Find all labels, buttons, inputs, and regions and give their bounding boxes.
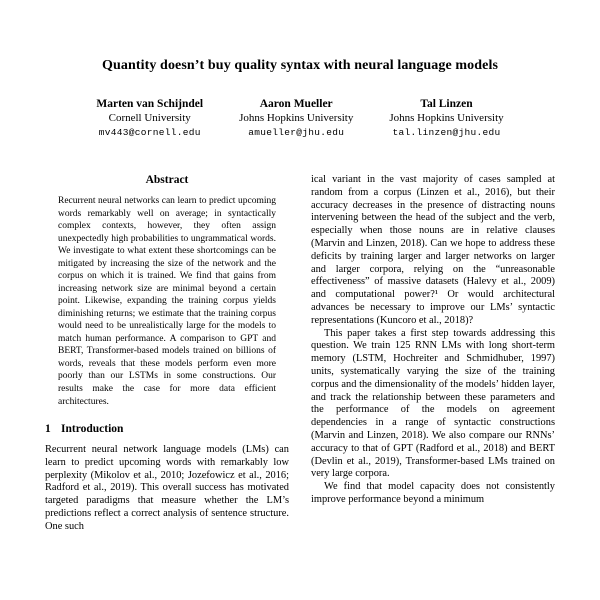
author-email: amueller@jhu.edu (248, 127, 345, 138)
section-title: Introduction (61, 423, 124, 436)
abstract-heading: Abstract (145, 174, 189, 186)
intro-paragraph: Recurrent neural network language models (LMs) can learn to predict upcoming words with remarkably low perplexity (Mikolov et al., 2010; Jozefowicz et al., 2016; Radford et al., 2019). This overall success has motivated targeted paradigms that measure whether the LM’s predictions reflect a correct analysis of sentence structure. One such (45, 444, 289, 532)
author-block (96, 98, 203, 138)
author-name: Marten van Schijndel (96, 98, 204, 110)
body-paragraph: We find that model capacity does not consistently improve performance beyond a minimum (311, 481, 555, 505)
author-email: tal.linzen@jhu.edu (392, 127, 501, 138)
body-paragraph: This paper takes a first step towards addressing this question. We train 125 RNN LMs with long short-term memory (LSTM, Hochreiter and Schmidhuber, 1997) units, systematically varying the size of the training corpus and the dimensionality of the models’ hidden layer, and track the relationship between these parameters and the performance of the models on agreement dependencies in a range of syntactic constructions (Marvin and Linzen, 2018). We also compare our RNNs’ accuracy to that of GPT (Radford et al., 2018) and BERT (Devlin et al., 2019), Transformer-based LMs trained on very large corpora. (311, 327, 555, 480)
section-number: 1 (45, 423, 51, 436)
author-affiliation: Johns Hopkins University (389, 112, 504, 124)
column-left (45, 174, 289, 534)
author-affiliation: Johns Hopkins University (239, 112, 354, 124)
author-block (239, 98, 353, 138)
body-paragraph: ical variant in the vast majority of cases sampled at random from a corpus (Linzen et al., 2016), but their accuracy decreases in the presence of distracting nouns intervening between the head of the subject and the verb, especially when those nouns are in relative clauses (Marvin and Linzen, 2018). Can we hope to address these deficits by training larger and larger networks on larger and larger corpora, relying on the “unreasonable effectiveness” of massive datasets (Halevy et al., 2009) and computational power?¹ Or would architectural advances be necessary to improve our LMs’ syntactic representations (Kuncoro et al., 2018)? (311, 174, 555, 326)
column-right (311, 174, 555, 534)
abstract-text: Recurrent neural networks can learn to predict upcoming words remarkably well on average; in syntactically complex contexts, however, they often assign unexpectedly high probabilities to ungrammatical words. We investigate to what extent these shortcomings can be mitigated by increasing the size of the network and the corpus on which it is trained. We find that gains from increasing network size are minimal beyond a certain point. Likewise, expanding the training corpus yields diminishing returns; we estimate that the training corpus would need to be unrealistically large for the models to match human performance. A comparison to GPT and BERT, Transformer-based models trained on billions of words, reveals that these models perform even more poorly than our LSTMs in some constructions. Our results make the case for more data efficient architectures. (58, 196, 276, 407)
paper-title: Quantity doesn’t buy quality syntax with neural language models (101, 58, 499, 73)
section-heading-introduction (45, 423, 289, 435)
author-affiliation: Cornell University (108, 112, 191, 124)
two-column-body (45, 174, 555, 534)
author-row (0, 98, 600, 138)
author-block (389, 98, 503, 138)
author-email: mv443@cornell.edu (98, 127, 201, 138)
author-name: Tal Linzen (420, 98, 473, 110)
author-name: Aaron Mueller (259, 98, 333, 110)
